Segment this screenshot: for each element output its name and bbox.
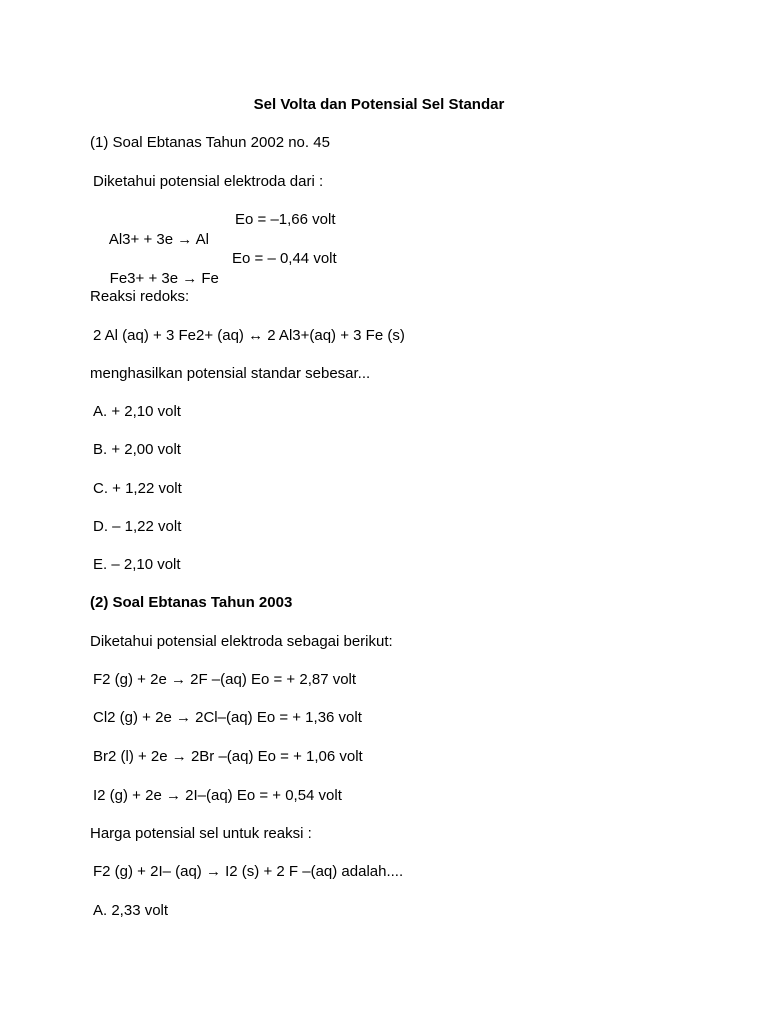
q1-eq2-potential: Eo = – 0,44 volt: [232, 250, 337, 267]
q1-header: (1) Soal Ebtanas Tahun 2002 no. 45: [90, 134, 330, 151]
q1-option-e: E. – 2,10 volt: [93, 556, 181, 573]
q1-option-a: A. + 2,10 volt: [93, 403, 181, 420]
document-title: Sel Volta dan Potensial Sel Standar: [253, 96, 505, 113]
q2-header: (2) Soal Ebtanas Tahun 2003: [90, 594, 293, 611]
q1-redox-label: Reaksi redoks:: [90, 288, 190, 305]
q2-equation-4: I2 (g) + 2e → 2I–(aq) Eo = + 0,54 volt: [93, 787, 342, 804]
q1-option-d: D. – 1,22 volt: [93, 518, 182, 535]
q2-intro: Diketahui potensial elektroda sebagai berikut:: [90, 633, 393, 650]
q2-equation-3: Br2 (l) + 2e → 2Br –(aq) Eo = + 1,06 volt: [93, 748, 363, 765]
q1-option-c: C. + 1,22 volt: [93, 480, 182, 497]
q2-equation-2: Cl2 (g) + 2e → 2Cl–(aq) Eo = + 1,36 volt: [93, 709, 362, 726]
q1-option-b: B. + 2,00 volt: [93, 441, 181, 458]
q1-eq2-reaction: Fe3+ + 3e → Fe: [109, 270, 219, 287]
q1-intro: Diketahui potensial elektroda dari :: [93, 173, 324, 190]
q2-equation-1: F2 (g) + 2e → 2F –(aq) Eo = + 2,87 volt: [93, 671, 357, 688]
q2-reaction: F2 (g) + 2I– (aq) → I2 (s) + 2 F –(aq) adalah....: [93, 863, 404, 880]
q1-eq1-potential: Eo = –1,66 volt: [235, 211, 336, 228]
q1-eq1-reaction: Al3+ + 3e → Al: [108, 231, 209, 248]
q1-redox-equation: 2 Al (aq) + 3 Fe2+ (aq) ↔ 2 Al3+(aq) + 3 Fe (s): [93, 327, 405, 344]
q2-option-a: A. 2,33 volt: [93, 902, 169, 919]
q2-question: Harga potensial sel untuk reaksi :: [90, 825, 312, 842]
q1-question: menghasilkan potensial standar sebesar...: [90, 365, 371, 382]
